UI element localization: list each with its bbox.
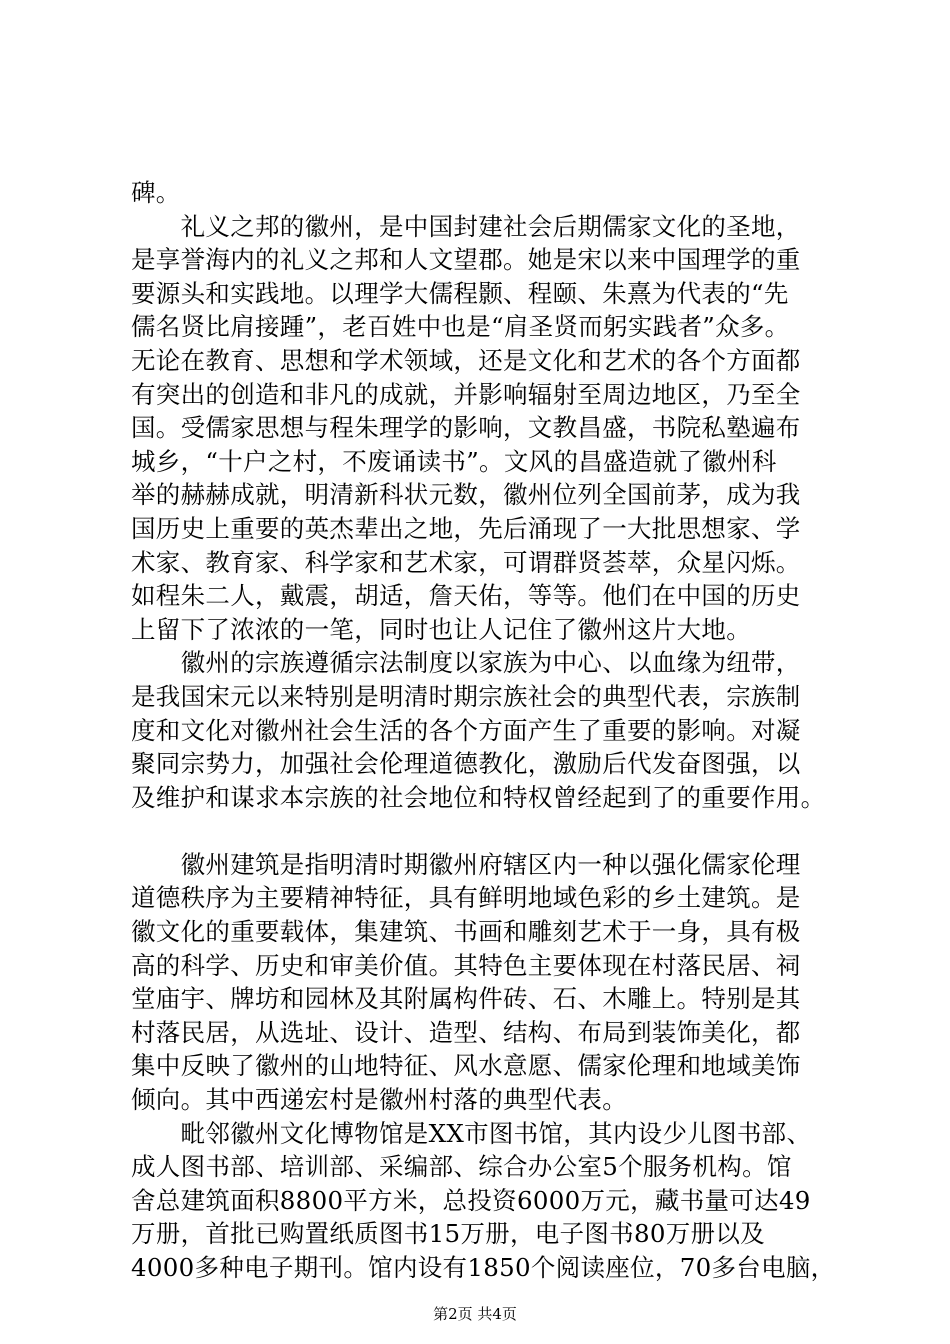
text-line: 聚同宗势力，加强社会伦理道德教化，激励后代发奋图强，以 <box>131 749 801 779</box>
text-line: 徽文化的重要载体，集建筑、书画和雕刻艺术于一身，具有极 <box>131 917 801 947</box>
text-line: 集中反映了徽州的山地特征、风水意愿、儒家伦理和地域美饰 <box>131 1051 801 1081</box>
text-line: 成人图书部、培训部、采编部、综合办公室5个服务机构。馆 <box>131 1152 792 1182</box>
text-line: 徽州建筑是指明清时期徽州府辖区内一种以强化儒家伦理 <box>131 849 801 879</box>
text-line: 如程朱二人，戴震，胡适，詹天佑，等等。他们在中国的历史 <box>131 581 801 611</box>
text-line: 4000多种电子期刊。馆内设有1850个阅读座位，70多台电脑， <box>131 1253 836 1282</box>
text-line: 及维护和谋求本宗族的社会地位和特权曾经起到了的重要作用。 <box>131 782 826 812</box>
text-line: 是享誉海内的礼义之邦和人文望郡。她是宋以来中国理学的重 <box>131 245 801 275</box>
text-line: 倾向。其中西递宏村是徽州村落的典型代表。 <box>131 1085 627 1115</box>
text-line: 堂庙宇、牌坊和园林及其附属构件砖、石、木雕上。特别是其 <box>131 984 801 1014</box>
body-text <box>131 176 871 1285</box>
text-line: 国。受儒家思想与程朱理学的影响，文教昌盛，书院私塾遍布 <box>131 413 801 443</box>
text-line: 道德秩序为主要精神特征，具有鲜明地域色彩的乡土建筑。是 <box>131 883 801 913</box>
text-line: 举的赫赫成就，明清新科状元数，徽州位列全国前茅，成为我 <box>131 480 801 510</box>
text-line: 徽州的宗族遵循宗法制度以家族为中心、以血缘为纽带， <box>131 648 801 678</box>
text-line: 城乡，“十户之村，不废诵读书”。文风的昌盛造就了徽州科 <box>131 446 777 476</box>
text-line: 高的科学、历史和审美价值。其特色主要体现在村落民居、祠 <box>131 950 801 980</box>
text-line: 上留下了浓浓的一笔，同时也让人记住了徽州这片大地。 <box>131 614 751 644</box>
text-line: 万册，首批已购置纸质图书15万册，电子图书80万册以及 <box>131 1219 765 1249</box>
blank-line <box>131 814 871 848</box>
text-line: 碑。 <box>131 178 181 207</box>
text-line: 无论在教育、思想和学术领域，还是文化和艺术的各个方面都 <box>131 345 801 375</box>
text-line: 是我国宋元以来特别是明清时期宗族社会的典型代表，宗族制 <box>131 681 801 711</box>
text-line: 国历史上重要的英杰辈出之地，先后涌现了一大批思想家、学 <box>131 513 801 543</box>
text-line: 舍总建筑面积8800平方米，总投资6000万元，藏书量可达49 <box>131 1185 811 1215</box>
text-line: 儒名贤比肩接踵”，老百姓中也是“肩圣贤而躬实践者”众多。 <box>131 312 790 342</box>
text-line: 礼义之邦的徽州，是中国封建社会后期儒家文化的圣地， <box>131 211 801 241</box>
text-line: 毗邻徽州文化博物馆是XX市图书馆，其内设少儿图书部、 <box>131 1118 812 1148</box>
text-line: 术家、教育家、科学家和艺术家，可谓群贤荟萃，众星闪烁。 <box>131 547 801 577</box>
text-line: 要源头和实践地。以理学大儒程颢、程颐、朱熹为代表的“先 <box>131 278 789 308</box>
page-footer: 第2页 共4页 <box>433 1305 517 1323</box>
text-line: 度和文化对徽州社会生活的各个方面产生了重要的影响。对凝 <box>131 715 801 745</box>
text-line: 有突出的创造和非凡的成就，并影响辐射至周边地区，乃至全 <box>131 379 801 409</box>
text-line: 村落民居，从选址、设计、造型、结构、布局到装饰美化，都 <box>131 1017 801 1047</box>
